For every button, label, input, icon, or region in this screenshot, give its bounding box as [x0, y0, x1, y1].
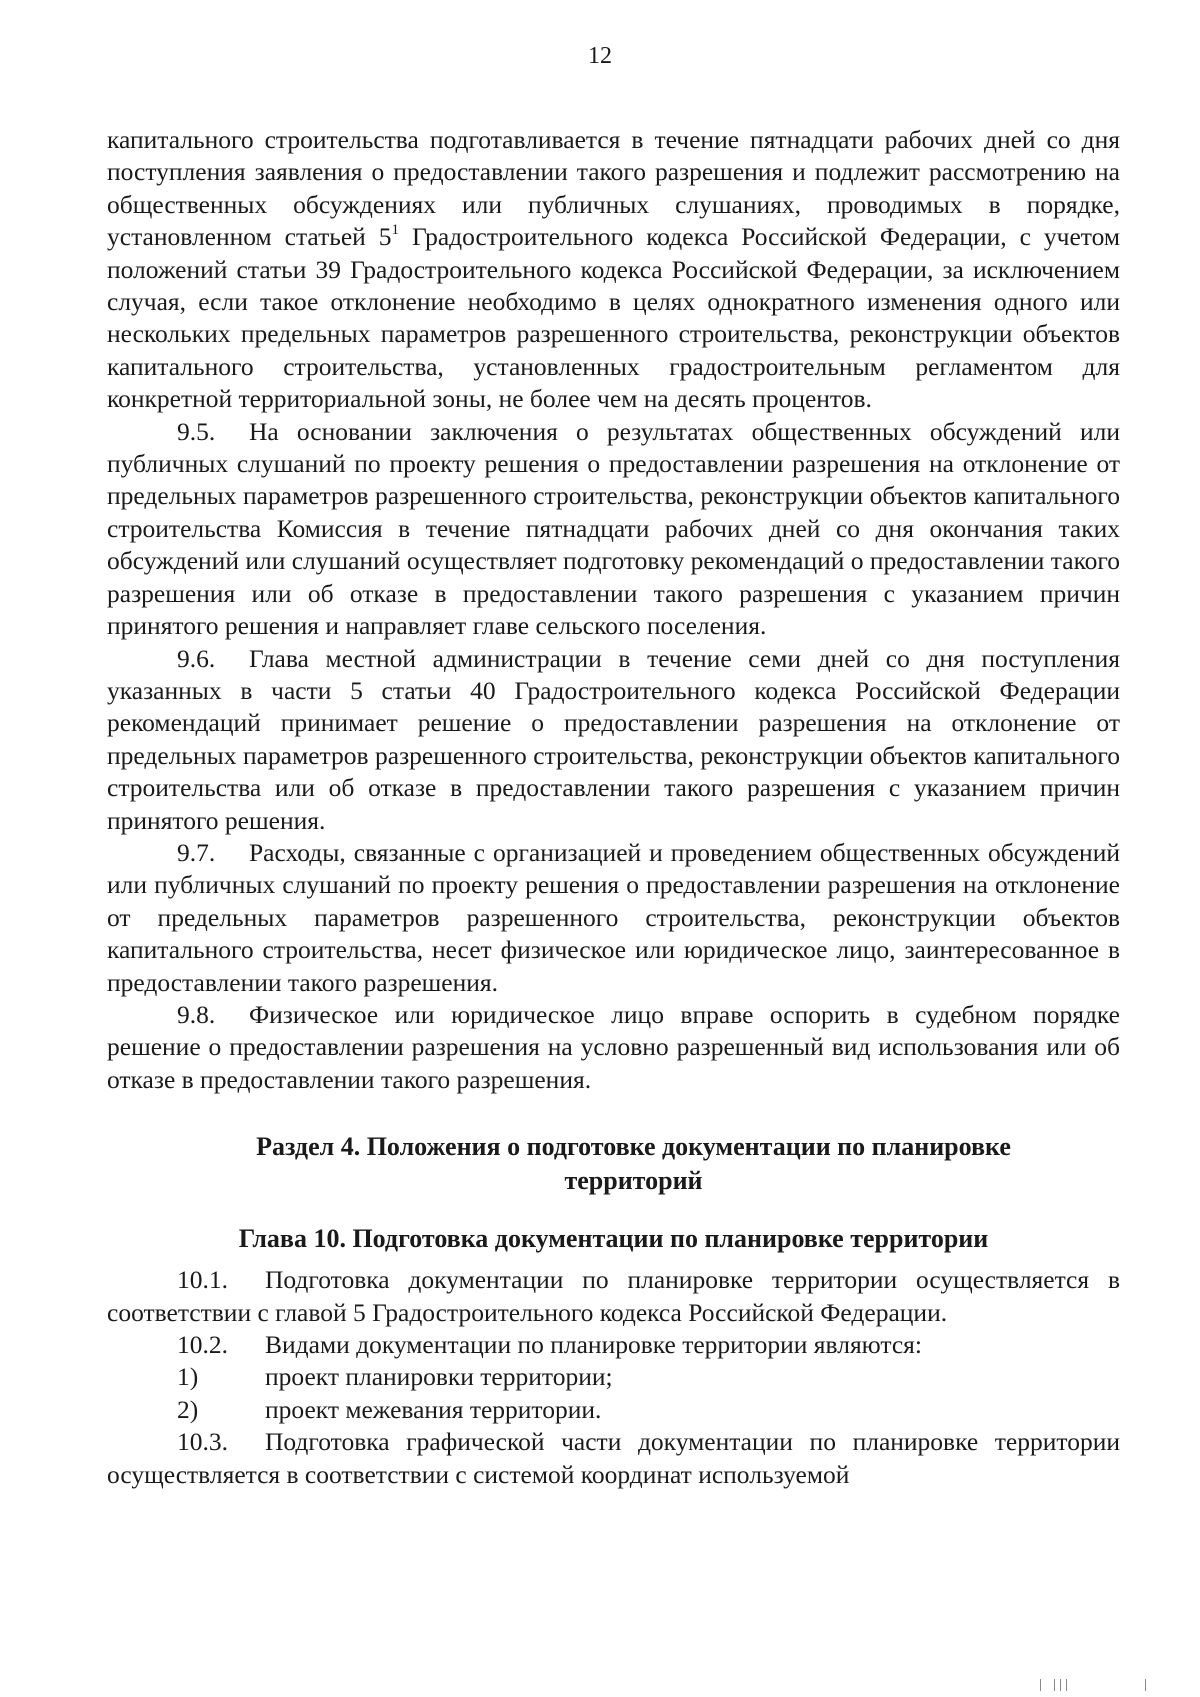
paragraph-number: 10.1.: [177, 1265, 228, 1295]
paragraph-text: Градостроительного кодекса Российской Федерации, с учетом положений статьи 39 Градостроительного кодекса Российской Федерации, за исключением случая, если такое отклонение необходимо в целях однократного изменения одного или нескольких предельных параметров разрешенного строительства, реконструкции объектов капитального строительства, установленных градостроительным регламентом для конкретной территориальной зоны, не более чем на десять процентов.: [107, 222, 1120, 414]
list-marker: 2): [177, 1394, 199, 1424]
paragraph-10-1: [107, 1264, 1120, 1329]
scan-artifact-marks: [1040, 1677, 1160, 1691]
section-heading: [107, 1130, 1120, 1198]
paragraph-9-8: [107, 999, 1120, 1096]
paragraph-number: 9.7.: [177, 837, 216, 867]
paragraph-text: На основании заключения о результатах общественных обсуждений или публичных слушаний по проекту решения о предоставлении разрешения на отклонение от предельных параметров разрешенного строительства, реконструкции объектов капитального строительства Комиссия в течение пятнадцати рабочих дней со дня окончания таких обсуждений или слушаний осуществляет подготовку рекомендаций о предоставлении такого разрешения или об отказе в предоставлении такого разрешения с указанием причин принятого решения и направляет главе сельского поселения.: [107, 416, 1120, 641]
paragraph-text: Видами документации по планировке территории являются:: [265, 1330, 922, 1359]
list-item-text: проект планировки территории;: [265, 1362, 613, 1392]
paragraph-text: Подготовка документации по планировке территории осуществляется в соответствии с главой 5 Градостроительного кодекса Российской Федерации.: [107, 1265, 1120, 1327]
paragraph-number: 10.3.: [177, 1427, 228, 1457]
paragraph-text: капитального строительства подготавливается в течение пятнадцати рабочих дней со дня поступления заявления о предоставлении такого разрешения и подлежит рассмотрению на общественных обсуждениях или публичных слушаниях, проводимых в порядке, установленном статьей 5: [107, 125, 1120, 252]
paragraph-text: Физическое или юридическое лицо вправе оспорить в судебном порядке решение о предоставлении разрешения на условно разрешенный вид использования или об отказе в предоставлении такого разрешения.: [107, 999, 1120, 1094]
paragraph-number: 9.5.: [177, 416, 216, 446]
list-marker: 1): [177, 1362, 199, 1392]
section-heading-line-1: Раздел 4. Положения о подготовке документации по планировке: [256, 1132, 1011, 1162]
paragraph-text: Расходы, связанные с организацией и проведением общественных обсуждений или публичных слушаний по проекту решения о предоставлении разрешения на отклонение от предельных параметров разрешенного строительства, реконструкции объектов капитального строительства, несет физическое или юридическое лицо, заинтересованное в предоставлении такого разрешения.: [107, 837, 1120, 997]
paragraph-9-7: [107, 837, 1120, 999]
paragraph-number: 9.6.: [177, 643, 216, 673]
paragraph-continuation: [107, 124, 1120, 416]
page-number: 12: [588, 43, 612, 69]
chapter-heading: Глава 10. Подготовка документации по планировке территории: [238, 1224, 989, 1254]
paragraph-number: 9.8.: [177, 999, 216, 1029]
paragraph-number: 10.2.: [177, 1330, 228, 1359]
section-heading-line-2: территорий: [564, 1166, 703, 1196]
list-item: [107, 1394, 1120, 1426]
list-item: [107, 1361, 1120, 1393]
list-item-text: проект межевания территории.: [265, 1394, 602, 1424]
paragraph-9-6: [107, 643, 1120, 837]
paragraph-text: Подготовка графической части документации по планировке территории осуществляется в соответствии с системой координат используемой: [107, 1427, 1120, 1489]
paragraph-10-2: [107, 1329, 1120, 1361]
paragraph-10-3: [107, 1426, 1120, 1491]
document-body: [107, 124, 1120, 1491]
superscript: 1: [391, 222, 400, 239]
paragraph-9-5: [107, 416, 1120, 643]
paragraph-text: Глава местной администрации в течение семи дней со дня поступления указанных в части 5 статьи 40 Градостроительного кодекса Российской Федерации рекомендаций принимает решение о предоставлении разрешения на отклонение от предельных параметров разрешенного строительства, реконструкции объектов капитального строительства или об отказе в предоставлении такого разрешения с указанием причин принятого решения.: [107, 643, 1120, 835]
